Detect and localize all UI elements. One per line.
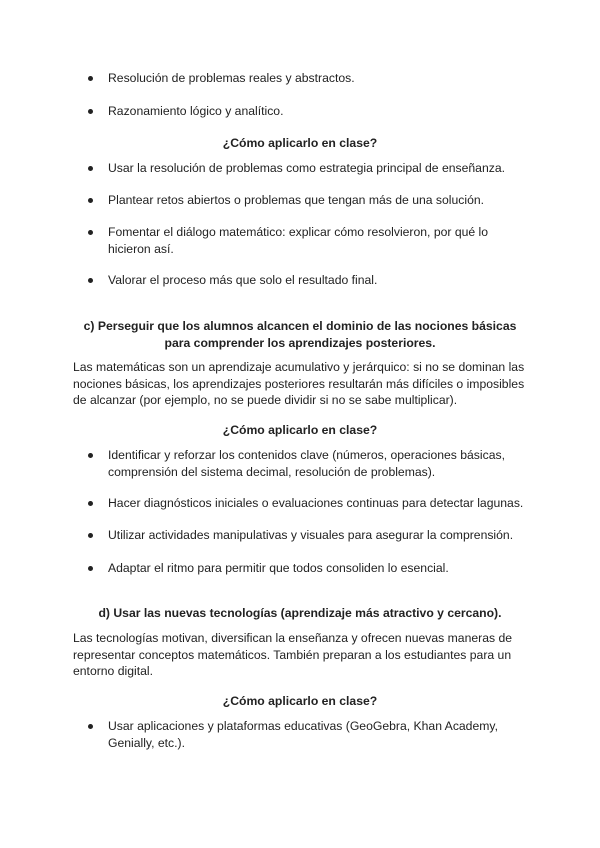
bullet-icon bbox=[88, 724, 93, 729]
section-paragraph: Las tecnologías motivan, diversifican la enseñanza y ofrecen nuevas maneras de representar conceptos matemáticos. También preparan a los estudiantes para un entorno digital. bbox=[73, 631, 513, 678]
list-item bbox=[88, 70, 528, 87]
list-item-text: Resolución de problemas reales y abstractos. bbox=[108, 71, 355, 85]
section-title: d) Usar las nuevas tecnologías (aprendizaje más atractivo y cercano). bbox=[98, 606, 502, 620]
bullet-icon bbox=[88, 501, 93, 506]
list-item-text: Adaptar el ritmo para permitir que todos consoliden lo esencial. bbox=[108, 561, 449, 575]
bullet-icon bbox=[88, 166, 93, 171]
list-item-text: Identificar y reforzar los contenidos clave (números, operaciones básicas, comprensión del sistema decimal, resolución de problemas). bbox=[108, 448, 505, 479]
apply-heading: ¿Cómo aplicarlo en clase? bbox=[222, 136, 378, 150]
list-item bbox=[88, 527, 528, 544]
list-item-text: Utilizar actividades manipulativas y visuales para asegurar la comprensión. bbox=[108, 528, 514, 542]
list-item bbox=[88, 495, 528, 512]
bullet-icon bbox=[88, 198, 93, 203]
bullet-icon bbox=[88, 453, 93, 458]
list-item-text: Usar aplicaciones y plataformas educativas (GeoGebra, Khan Academy, Genially, etc.). bbox=[108, 719, 498, 750]
bullet-icon bbox=[88, 230, 93, 235]
list-item bbox=[88, 160, 528, 177]
bullet-icon bbox=[88, 533, 93, 538]
bullet-icon bbox=[88, 76, 93, 81]
list-item-text: Plantear retos abiertos o problemas que tengan más de una solución. bbox=[108, 193, 485, 207]
list-item-text: Usar la resolución de problemas como estrategia principal de enseñanza. bbox=[108, 161, 505, 175]
apply-heading: ¿Cómo aplicarlo en clase? bbox=[222, 423, 378, 437]
list-item-text: Fomentar el diálogo matemático: explicar cómo resolvieron, por qué lo hicieron así. bbox=[108, 225, 489, 256]
list-item bbox=[88, 560, 528, 577]
list-item-text: Razonamiento lógico y analítico. bbox=[108, 104, 284, 118]
list-item bbox=[88, 272, 528, 289]
bullet-icon bbox=[88, 278, 93, 283]
list-item-text: Hacer diagnósticos iniciales o evaluaciones continuas para detectar lagunas. bbox=[108, 496, 524, 510]
list-item bbox=[88, 718, 508, 751]
list-item bbox=[88, 447, 518, 480]
list-item-text: Valorar el proceso más que solo el resultado final. bbox=[108, 273, 378, 287]
list-item bbox=[88, 224, 503, 257]
section-paragraph: Las matemáticas son un aprendizaje acumulativo y jerárquico: si no se dominan las nociones básicas, los aprendizajes posteriores resultarán más difíciles o imposibles de alcanzar (por ejemplo, no se puede dividir si no se sabe multiplicar). bbox=[73, 360, 525, 407]
list-item bbox=[88, 103, 528, 120]
bullet-icon bbox=[88, 109, 93, 114]
list-item bbox=[88, 192, 528, 209]
bullet-icon bbox=[88, 566, 93, 571]
apply-heading: ¿Cómo aplicarlo en clase? bbox=[222, 694, 378, 708]
section-title: c) Perseguir que los alumnos alcancen el dominio de las nociones básicas para comprender los aprendizajes posteriores. bbox=[83, 319, 517, 350]
